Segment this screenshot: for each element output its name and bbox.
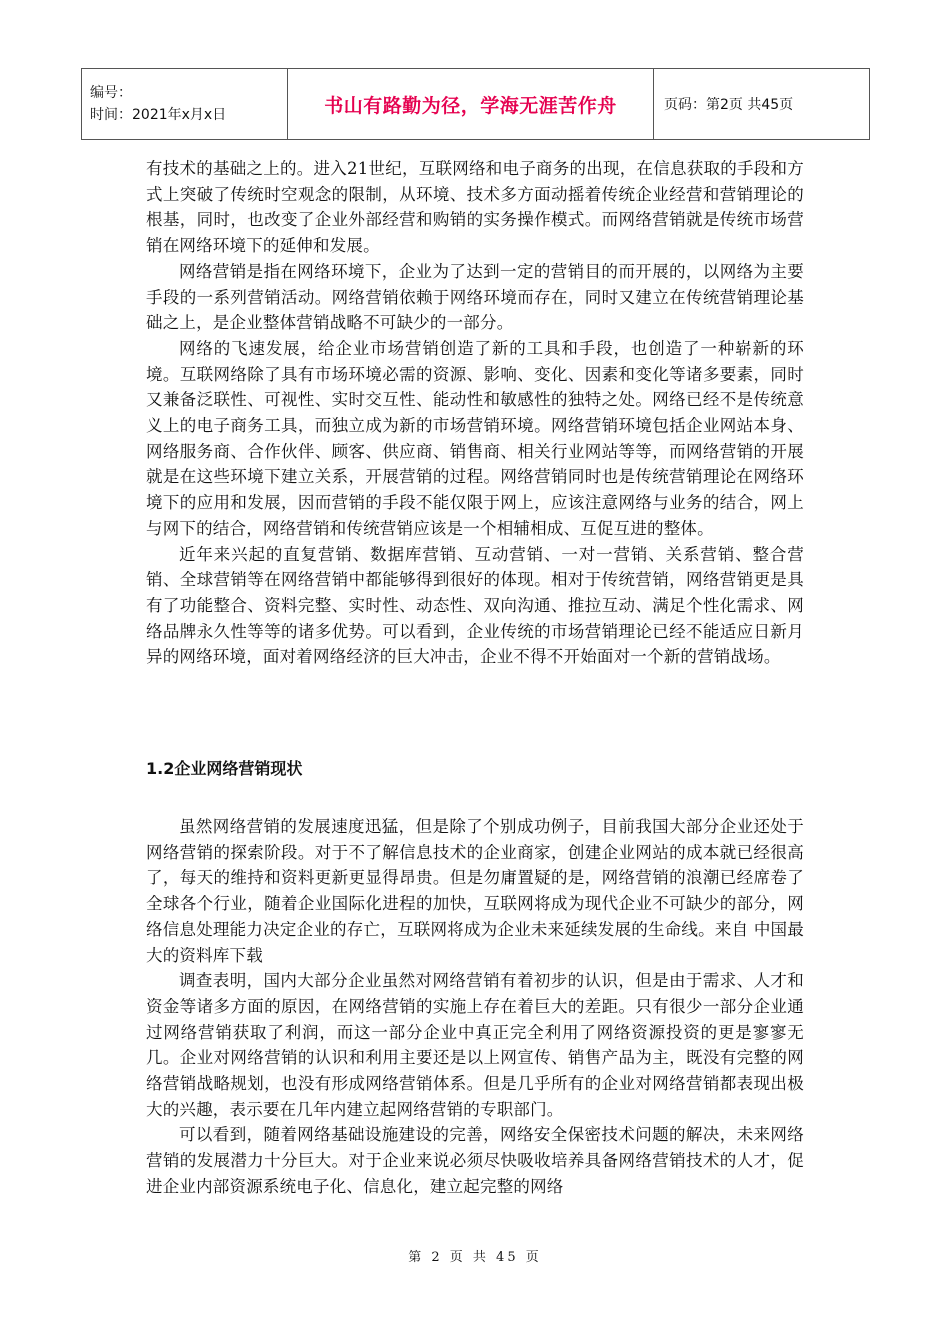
- time-label: 时间：2021年x月x日: [90, 107, 227, 123]
- number-label: 编号：: [90, 85, 132, 101]
- paragraph: 网络营销是指在网络环境下，企业为了达到一定的营销目的而开展的，以网络为主要手段的一系列营销活动。网络营销依赖于网络环境而存在，同时又建立在传统营销理论基础之上，是企业整体营销战略不可缺少的一部分。: [146, 261, 804, 333]
- header-meta: [82, 69, 288, 140]
- section-title: 1.2企业网络营销现状: [146, 759, 303, 778]
- document-header: [81, 68, 870, 140]
- paragraph: 调查表明，国内大部分企业虽然对网络营销有着初步的认识，但是由于需求、人才和资金等诸多方面的原因，在网络营销的实施上存在着巨大的差距。只有很少一部分企业通过网络营销获取了利润，而这一部分企业中真正完全利用了网络资源投资的更是寥寥无几。企业对网络营销的认识和利用主要还是以上网宣传、销售产品为主，既没有完整的网络营销战略规划，也没有形成网络营销体系。但是几乎所有的企业对网络营销都表现出极大的兴趣，表示要在几年内建立起网络营销的专职部门。: [146, 971, 804, 1119]
- body-text-top: [146, 156, 804, 670]
- paragraph: 虽然网络营销的发展速度迅猛，但是除了个别成功例子，目前我国大部分企业还处于网络营销的探索阶段。对于不了解信息技术的企业商家，创建企业网站的成本就已经很高了，每天的维持和资料更新更显得昂贵。但是勿庸置疑的是，网络营销的浪潮已经席卷了全球各个行业，随着企业国际化进程的加快，互联网将成为现代企业不可缺少的部分，网络信息处理能力决定企业的存亡，互联网将成为企业未来延续发展的生命线。来自 中国最大的资料库下载: [146, 817, 804, 965]
- body-text-bottom: [146, 814, 804, 1200]
- paragraph: 有技术的基础之上的。进入21世纪，互联网络和电子商务的出现，在信息获取的手段和方式上突破了传统时空观念的限制，从环境、技术多方面动摇着传统企业经营和营销理论的根基，同时，也改变了企业外部经营和购销的实务操作模式。而网络营销就是传统市场营销在网络环境下的延伸和发展。: [146, 159, 804, 256]
- paragraph: 可以看到，随着网络基础设施建设的完善，网络安全保密技术问题的解决，未来网络营销的发展潜力十分巨大。对于企业来说必须尽快吸收培养具备网络营销技术的人才，促进企业内部资源系统电子化、信息化，建立起完整的网络: [146, 1125, 804, 1196]
- page-info: 页码：第2页 共45页: [654, 69, 870, 140]
- paragraph: 近年来兴起的直复营销、数据库营销、互动营销、一对一营销、关系营销、整合营销、全球营销等在网络营销中都能够得到很好的体现。相对于传统营销，网络营销更是具有了功能整合、资料完整、实时性、动态性、双向沟通、推拉互动、满足个性化需求、网络品牌永久性等等的诸多优势。可以看到，企业传统的市场营销理论已经不能适应日新月异的网络环境，面对着网络经济的巨大冲击，企业不得不开始面对一个新的营销战场。: [146, 544, 804, 667]
- motto: 书山有路勤为径，学海无涯苦作舟: [288, 69, 654, 140]
- paragraph: 网络的飞速发展，给企业市场营销创造了新的工具和手段，也创造了一种崭新的环境。互联网络除了具有市场环境必需的资源、影响、变化、因素和变化等诸多要素，同时又兼备泛联性、可视性、实时交互性、能动性和敏感性的独特之处。网络已经不是传统意义上的电子商务工具，而独立成为新的市场营销环境。网络营销环境包括企业网站本身、网络服务商、合作伙伴、顾客、供应商、销售商、相关行业网站等等，而网络营销的开展就是在这些环境下建立关系，开展营销的过程。网络营销同时也是传统营销理论在网络环境下的应用和发展，因而营销的手段不能仅限于网上，应该注意网络与业务的结合，网上与网下的结合，网络营销和传统营销应该是一个相辅相成、互促互进的整体。: [146, 338, 804, 538]
- page-footer: 第 2 页 共 45 页: [408, 1250, 542, 1265]
